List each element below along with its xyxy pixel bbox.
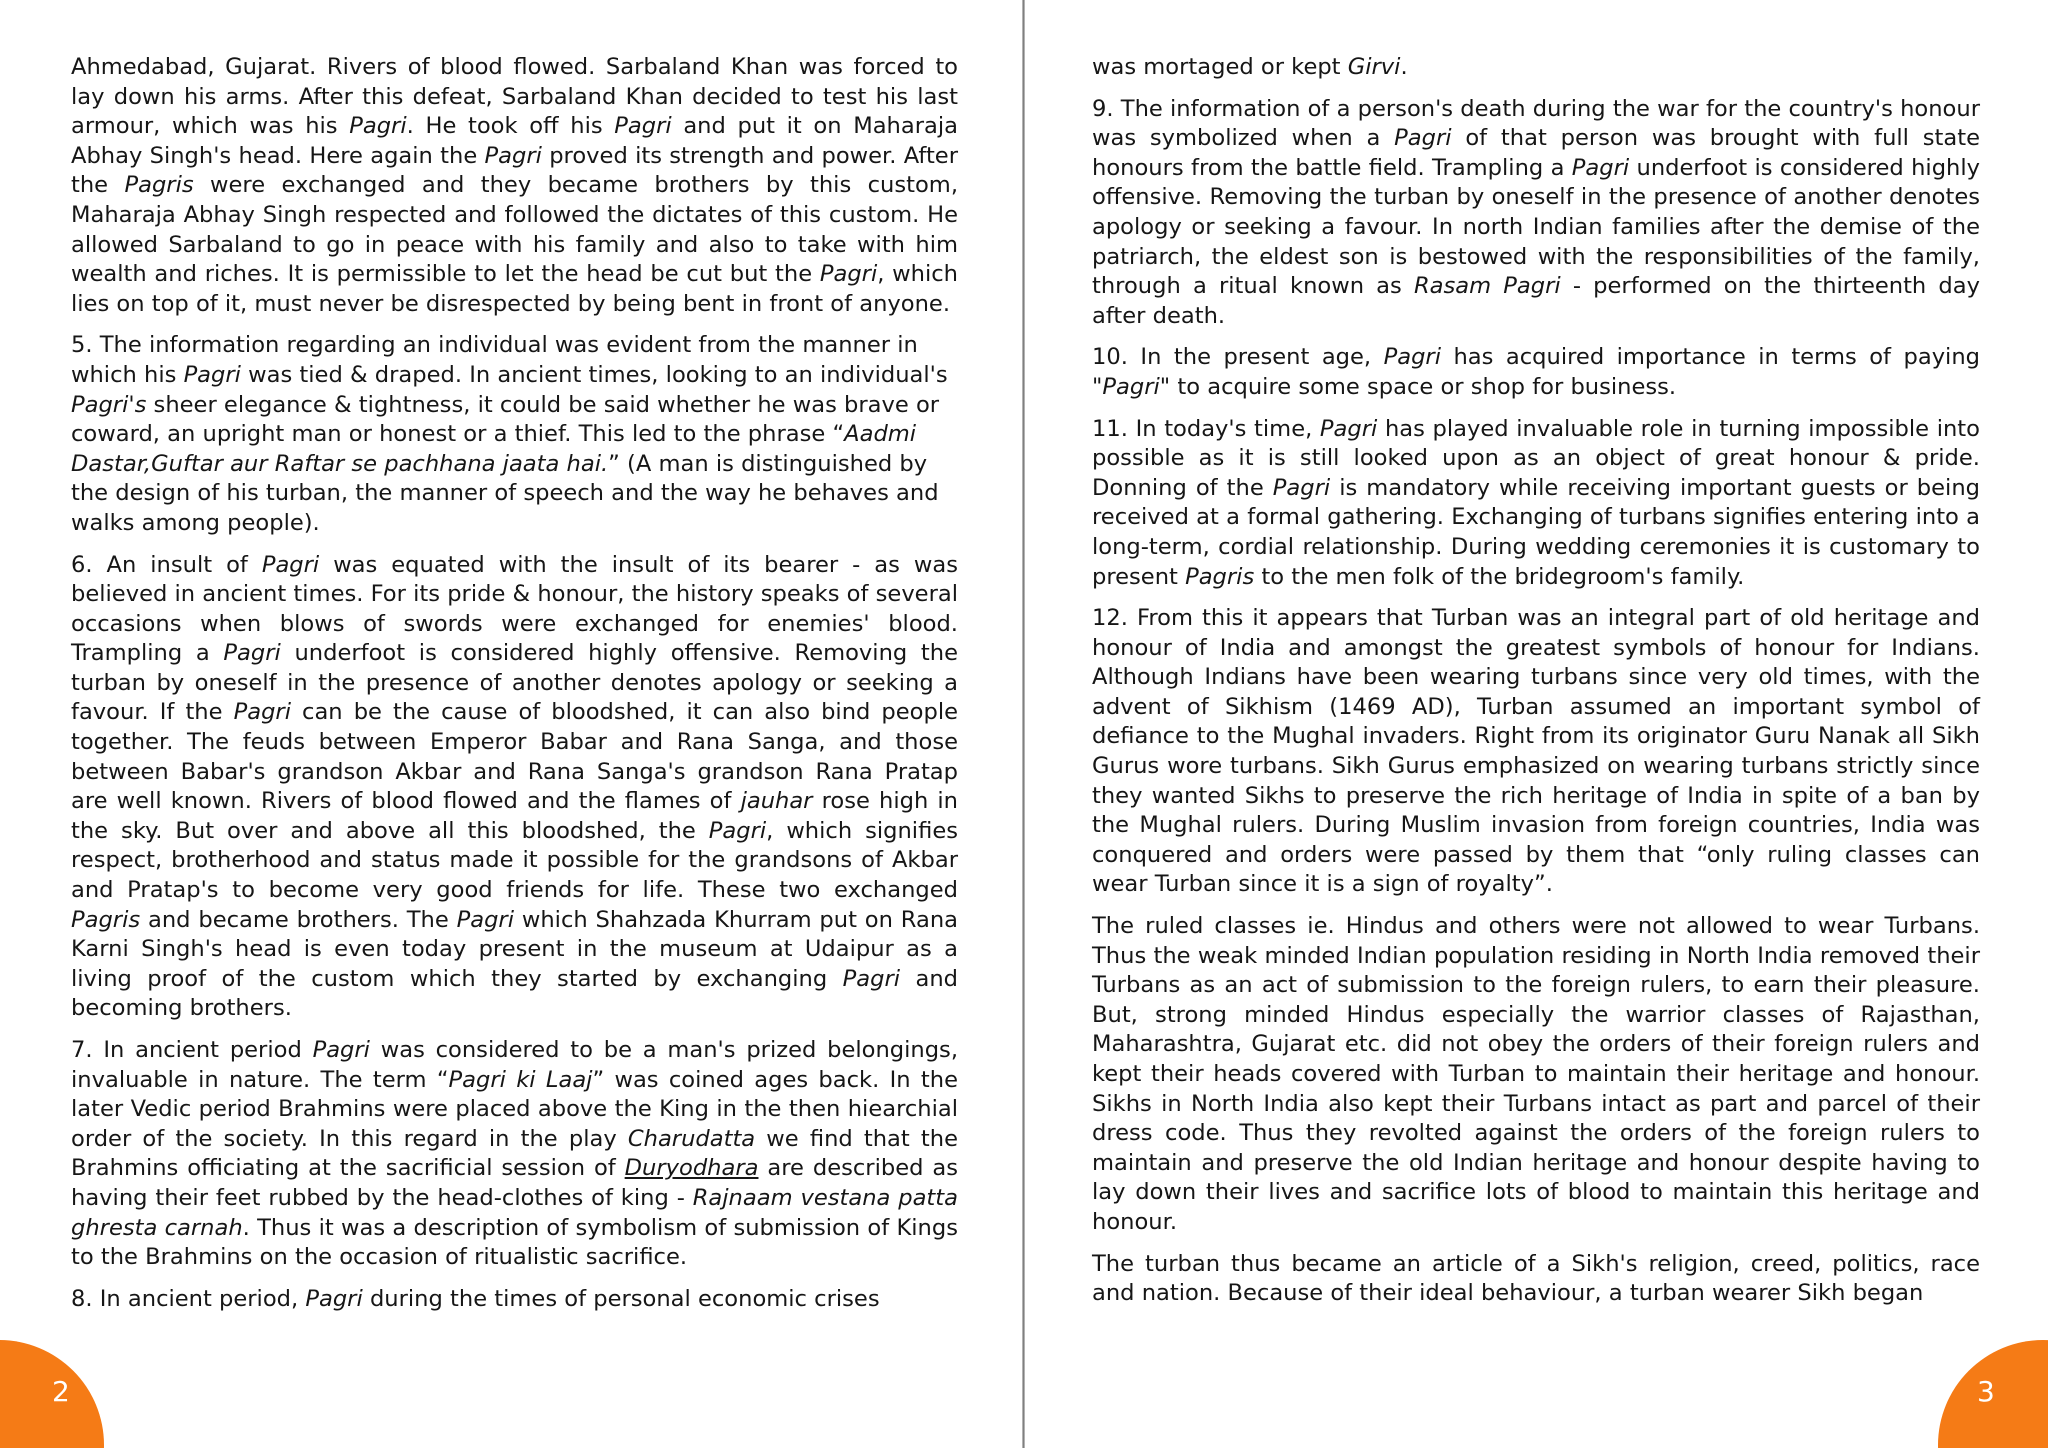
text-run: 10. In the present age, [1092, 344, 1384, 371]
text-run: Pagri ki Laaj [448, 1066, 593, 1093]
text-run: , which lies on top of it, must never be disrespected by being bent in front of anyone. [71, 261, 959, 317]
text-run: Aadmi Dastar,Guftar aur Raftar se pachhana jaata hai. [71, 421, 917, 477]
text-run: The ruled classes ie. Hindus and others were not allowed to wear Turbans. Thus the weak minded Indian population residing in North India removed their Turbans as an act of submission to the foreign rulers, to earn their pleasure. But, strong minded Hindus especially the warrior classes of Rajasthan, Maharashtra, Gujarat etc. did not obey the orders of their foreign rulers and kept their heads covered with Turban to maintain their heritage and honour. Sikhs in North India also kept their Turbans intact as part and parcel of their dress code. Thus they revolted against the orders of the foreign rulers to maintain and preserve the old Indian heritage and honour despite having to lay down their lives and sacrifice lots of blood to maintain this heritage and honour. [1092, 913, 1980, 1235]
text-run: Duryodhara [624, 1155, 759, 1182]
text-run: has acquired importance in terms of paying " [1092, 344, 1980, 400]
text-run: Pagri [312, 1037, 370, 1063]
text-run: was tied & draped. In ancient times, looking to an individual's [240, 361, 948, 388]
text-run: Pagri [233, 699, 291, 726]
text-run: was equated with the insult of its bearer - as was believed in ancient times. For its pride & honour, the history speaks of several occasions when blows of swords were exchanged for enemies' blood. Trampling a [71, 551, 958, 667]
paragraph [1092, 53, 1980, 83]
left-text-column [71, 53, 958, 1326]
text-run: , which signifies respect, brotherhood and status made it possible for the grandsons of Akbar and Pratap's to become very good friends for life. These two exchanged [71, 817, 958, 904]
paragraph [71, 53, 958, 319]
text-run: is mandatory while receiving important guests or being received at a formal gathering. Exchanging of turbans signifies entering into a long-term, cordial relationship. During wedding ceremonies it is customary to present [1092, 474, 1980, 590]
page-number: 2 [52, 1375, 70, 1408]
text-run: Pagri [1394, 125, 1452, 152]
right-text-column [1092, 53, 1980, 1321]
text-run: was considered to be a man's prized belongings, invaluable in nature. The term “ [71, 1037, 959, 1093]
text-run: Rajnaam vestana patta ghresta carnah [71, 1184, 958, 1241]
text-run: Pagri [1571, 154, 1630, 181]
text-run: Pagri [1102, 373, 1160, 400]
text-run: Pagri [1272, 474, 1331, 501]
paragraph [1092, 95, 1980, 332]
text-run: are described as having their feet rubbed by the head-clothes of king - [71, 1155, 958, 1211]
paragraph [71, 1285, 958, 1315]
text-run: has played invaluable role in turning impossible into possible as it is still looked upon as an object of great honour & pride. Donning of the [1092, 415, 1980, 501]
left-page [0, 0, 1023, 1448]
text-run: Girvi [1347, 54, 1401, 80]
text-run: Rasam Pagri [1413, 273, 1561, 300]
text-run: 9. The information of a person's death during the war for the country's honour was symbolized when a [1092, 95, 1980, 152]
text-run: jauhar [740, 788, 813, 815]
text-run: and put it on Maharaja Abhay Singh's head. Here again the [71, 113, 958, 169]
text-run: underfoot is considered highly offensive. Removing the turban by oneself in the presence of another denotes apology or seeking a favour. If the [71, 640, 958, 726]
text-run: of that person was brought with full state honours from the battle field. Trampling a [1092, 125, 1980, 181]
text-run: and becoming brothers. [71, 965, 958, 1022]
text-run: Pagri [183, 361, 241, 388]
text-run: 11. In today's time, [1092, 415, 1320, 442]
text-run: Pagri [614, 113, 672, 140]
right-page [1025, 0, 2048, 1448]
text-run: The turban thus became an article of a Sikh's religion, creed, politics, race and nation. Because of their ideal behaviour, a turban wearer Sikh began [1092, 1250, 1980, 1307]
text-run: Pagri [1319, 415, 1378, 442]
text-run: Ahmedabad, Gujarat. Rivers of blood flowed. Sarbaland Khan was forced to lay down his arms. After this defeat, Sarbaland Khan decided to test his last armour, which was his [71, 54, 958, 140]
paragraph [1092, 343, 1980, 402]
text-run: 7. In ancient period [71, 1037, 313, 1063]
text-run: sheer elegance & tightness, it could be said whether he was brave or coward, an upright man or honest or a thief. This led to the phrase “ [71, 391, 940, 448]
text-run: " to acquire some space or shop for business. [1159, 373, 1677, 400]
text-run: . [1400, 54, 1408, 80]
text-run: . Thus it was a description of symbolism of submission of Kings to the Brahmins on the occasion of ritualistic sacrifice. [71, 1214, 958, 1271]
text-run: Pagris [71, 906, 141, 933]
paragraph [71, 551, 958, 1025]
text-run: Charudatta [627, 1125, 756, 1152]
text-run: Pagri [261, 551, 320, 578]
text-run: Pagris [1185, 563, 1255, 590]
paragraph [1092, 912, 1980, 1238]
text-run: ” (A man is distinguished by the design of his turban, the manner of speech and the way he behaves and walks among people). [71, 450, 939, 536]
text-run: were exchanged and they became brothers by this custom, Maharaja Abhay Singh respected and followed the dictates of this custom. He allowed Sarbaland to go in peace with his family and also to take with him wealth and riches. It is permissible to let the head be cut but the [71, 172, 958, 288]
text-run: during the times of personal economic crises [362, 1285, 880, 1312]
text-run: Pagri [842, 965, 901, 992]
text-run: 6. An insult of [71, 551, 262, 578]
text-run: 12. From this it appears that Turban was an integral part of old heritage and honour of India and amongst the greatest symbols of honour for Indians. Although Indians have been wearing turbans since very old times, with the advent of Sikhism (1469 AD), Turban assumed an important symbol of defiance to the Mughal invaders. Right from its originator Guru Nanak all Sikh Gurus wore turbans. Sikh Gurus emphasized on wearing turbans strictly since they wanted Sikhs to preserve the rich heritage of India in spite of a ban by the Mughal rulers. During Muslim invasion from foreign countries, India was conquered and orders were passed by them that “only ruling classes can wear Turban since it is a sign of royalty”. [1092, 605, 1980, 898]
text-run: can be the cause of bloodshed, it can also bind people together. The feuds between Emperor Babar and Rana Sanga, and those between Babar's grandson Akbar and Rana Sanga's grandson Rana Pratap are well known. Rivers of blood flowed and the flames of [71, 699, 959, 815]
text-run: Pagri [1383, 344, 1441, 371]
text-run: Pagri's [71, 391, 147, 418]
text-run: . He took off his [406, 113, 615, 140]
text-run: which Shahzada Khurram put on Rana Karni Singh's head is even today present in the museum at Udaipur as a living proof of the custom which they started by exchanging [71, 906, 958, 992]
text-run: ” was coined ages back. In the later Vedic period Brahmins were placed above the King in the then hiearchial order of the society. In this regard in the play [71, 1066, 958, 1152]
page-number: 3 [1977, 1375, 1995, 1408]
text-run: proved its strength and power. After the [71, 142, 958, 199]
text-run: Pagri [819, 261, 878, 288]
text-run: rose high in the sky. But over and above all this bloodshed, the [71, 788, 958, 844]
text-run: underfoot is considered highly offensive. Removing the turban by oneself in the presence of another denotes apology or seeking a favour. In north Indian families after the demise of the patriarch, the eldest son is bestowed with the responsibilities of the family, through a ritual known as [1092, 154, 1981, 300]
text-run: Pagri [456, 906, 515, 933]
text-run: Pagris [124, 172, 194, 199]
text-run: Pagri [305, 1285, 363, 1312]
paragraph [71, 331, 958, 538]
text-run: and became brothers. The [140, 906, 457, 933]
text-run: Pagri [223, 640, 281, 667]
paragraph [1092, 604, 1980, 900]
text-run: 8. In ancient period, [71, 1285, 306, 1312]
text-run: we find that the Brahmins officiating at the sacrificial session of [71, 1125, 958, 1182]
text-run: 5. The information regarding an individual was evident from the manner in which his [71, 332, 918, 388]
paragraph [1092, 415, 1980, 593]
text-run: was mortaged or kept [1092, 54, 1348, 80]
paragraph [71, 1036, 958, 1273]
paragraph [1092, 1250, 1980, 1309]
text-run: Pagri [349, 113, 407, 140]
text-run: Pagri [708, 817, 767, 844]
text-run: to the men folk of the bridegroom's family. [1254, 563, 1745, 590]
text-run: - performed on the thirteenth day after death. [1092, 273, 1980, 329]
text-run: Pagri [484, 142, 542, 169]
